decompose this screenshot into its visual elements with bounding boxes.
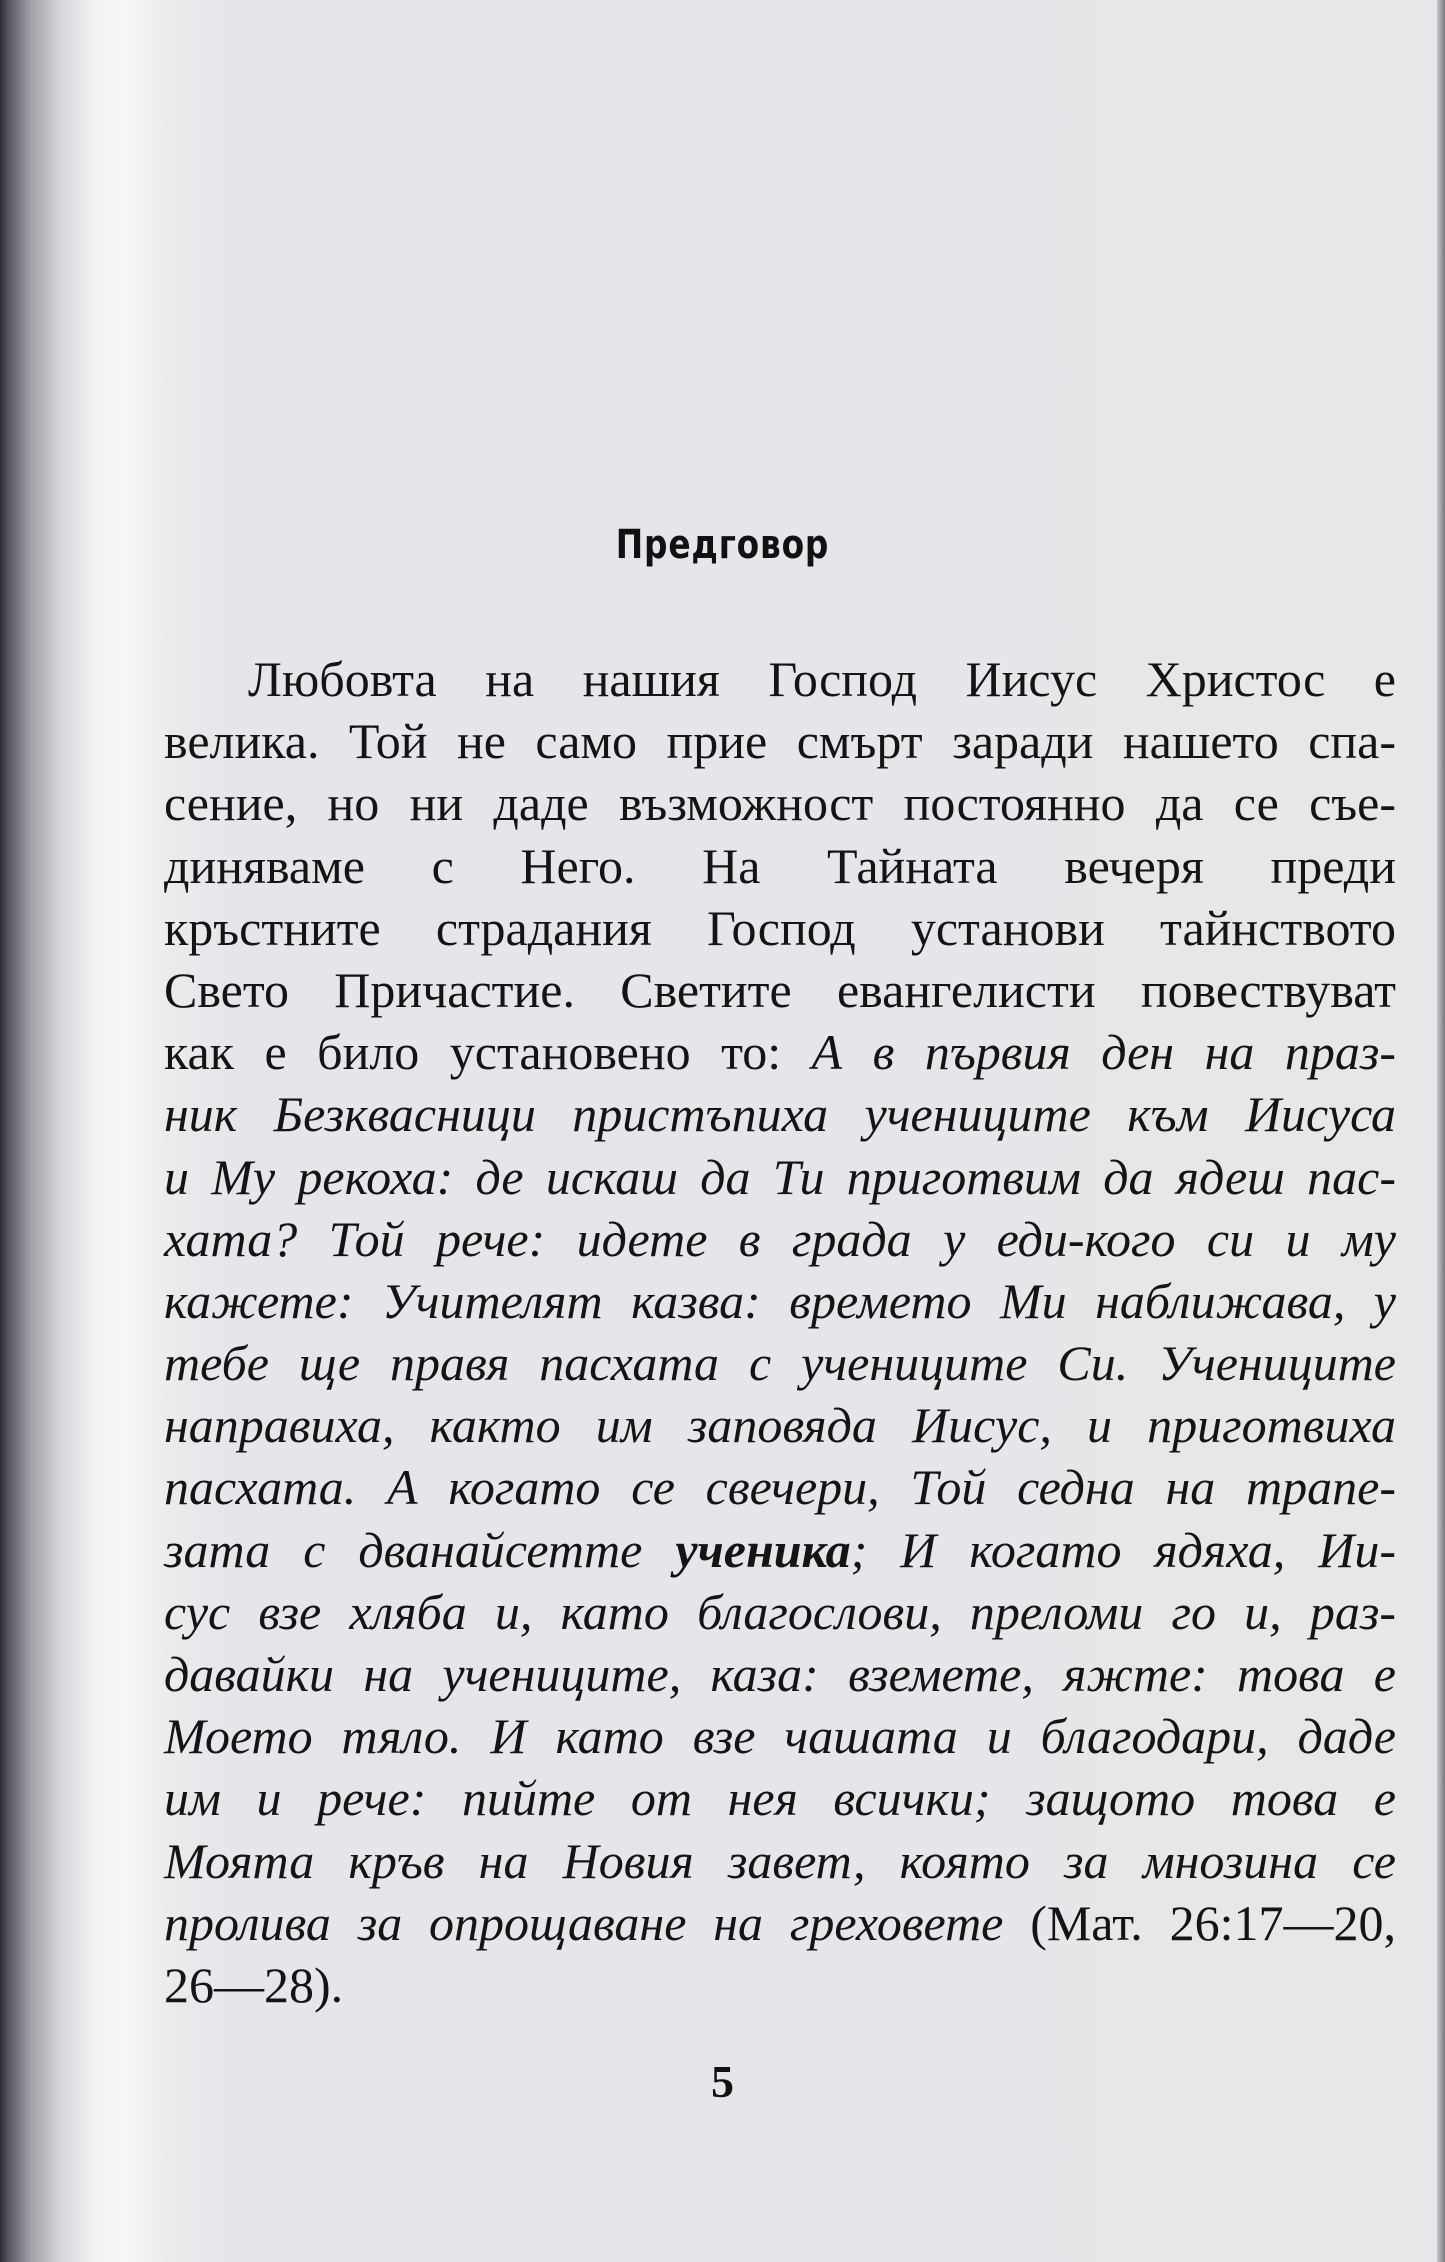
scripture-quote: ник Безквасници пристъпиха учениците към Иисуса [164,1086,1396,1143]
text-line [164,959,1396,1021]
scripture-quote: зата с дванайсетте [164,1521,676,1578]
text-line [164,897,1396,959]
text-run: кръстните страдания Господ установи тайнството [164,899,1396,956]
text-line [164,1954,1396,2016]
text-line [164,1643,1396,1705]
text-run: как е било установено то: [164,1024,812,1081]
text-line [164,772,1396,834]
text-run: диняваме с Него. На Тайната вечеря преди [164,837,1396,894]
scripture-quote: А в първия ден на праз- [811,1024,1396,1081]
text-run: (Мат. 26:17—20, [1030,1894,1396,1951]
text-line [164,1767,1396,1829]
text-line [164,1146,1396,1208]
page-number: 5 [711,2056,734,2107]
text-line [164,710,1396,772]
text-line [164,1830,1396,1892]
scripture-quote: им и рече: пийте от нея всички; защото това е [164,1770,1396,1827]
text-line [164,835,1396,897]
scripture-quote: и Му рекоха: де искаш да Ти приготвим да ядеш пас- [164,1148,1396,1205]
text-line [164,1705,1396,1767]
text-line [164,1021,1396,1083]
scripture-quote: тебе ще правя пасхата с учениците Си. Учениците [164,1335,1396,1392]
scripture-quote: давайки на учениците, каза: вземете, яжте: това е [164,1646,1396,1702]
scripture-quote: ; И когато ядяха, Ии- [850,1521,1396,1578]
chapter-heading: Предговор [615,522,830,568]
text-line [164,1083,1396,1145]
scripture-quote: сус взе хляба и, като благослови, преломи го и, раз- [164,1583,1396,1640]
scripture-quote: Моята кръв на Новия завет, която за мнозина се [164,1832,1396,1889]
text-line [164,1892,1396,1954]
text-run: Свето Причастие. Светите евангелисти повествуват [164,961,1396,1018]
page-edge-shadow [1437,0,1445,2262]
text-run: 26—28). [164,1956,344,2013]
scripture-quote: хата? Той рече: идете в града у еди-кого си и му [164,1210,1396,1267]
scripture-quote: кажете: Учителят казва: времето Ми наближава, у [164,1272,1396,1329]
text-line [164,648,1396,710]
text-line [164,1519,1396,1581]
scripture-quote: направиха, както им заповяда Иисус, и приготвиха [164,1397,1396,1454]
text-run: Любовта на нашия Господ Иисус Христос е [248,651,1396,707]
text-run: велика. Той не само прие смърт заради нашето спа- [164,713,1396,770]
body-text [164,648,1396,2016]
text-line [164,1581,1396,1643]
scripture-quote: пролива за опрощаване на греховете [164,1894,1031,1951]
scripture-quote: пасхата. А когато се свечери, Той седна на трапе- [164,1459,1396,1516]
text-line [164,1270,1396,1332]
emphasized-word: ученика [675,1521,851,1578]
text-line [164,1394,1396,1456]
text-line [164,1332,1396,1394]
text-run: сение, но ни даде възможност постоянно да се съе- [164,775,1396,832]
text-line [164,1456,1396,1518]
text-line [164,1208,1396,1270]
scripture-quote: Моето тяло. И като взе чашата и благодари, даде [164,1708,1396,1765]
